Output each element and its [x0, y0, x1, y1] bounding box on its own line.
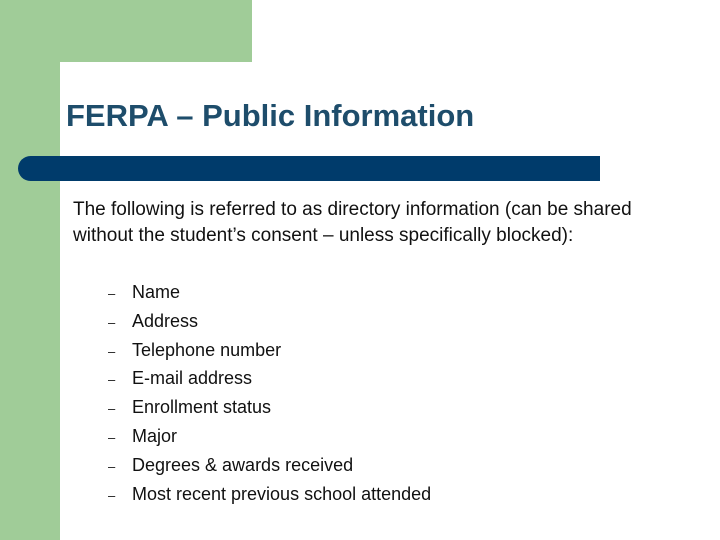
dash-bullet-icon: – — [108, 286, 116, 301]
slide-title: FERPA – Public Information — [66, 98, 475, 133]
dash-bullet-icon: – — [108, 429, 116, 445]
dash-bullet-icon: – — [108, 372, 116, 388]
list-item-label: Name — [132, 282, 181, 302]
list-item-label: Major — [132, 425, 178, 446]
list-item-label: Degrees & awards received — [132, 454, 354, 475]
list-item-label: Telephone number — [132, 339, 282, 360]
dash-bullet-icon: – — [108, 314, 116, 330]
dash-bullet-icon: – — [108, 401, 116, 417]
green-accent-left — [0, 0, 60, 540]
intro-paragraph: The following is referred to as directory information (can be shared without the student’s consent – unless specifically blocked): — [73, 199, 632, 246]
dash-bullet-icon: – — [108, 458, 116, 474]
title-underline-bar — [18, 156, 600, 181]
list-item-label: Most recent previous school attended — [132, 483, 432, 504]
dash-bullet-icon: – — [108, 343, 116, 359]
list-item-label: Address — [132, 310, 199, 331]
dash-bullet-icon: – — [108, 487, 116, 503]
list-item-label: Enrollment status — [132, 397, 272, 418]
list-item-label: E-mail address — [132, 368, 253, 389]
